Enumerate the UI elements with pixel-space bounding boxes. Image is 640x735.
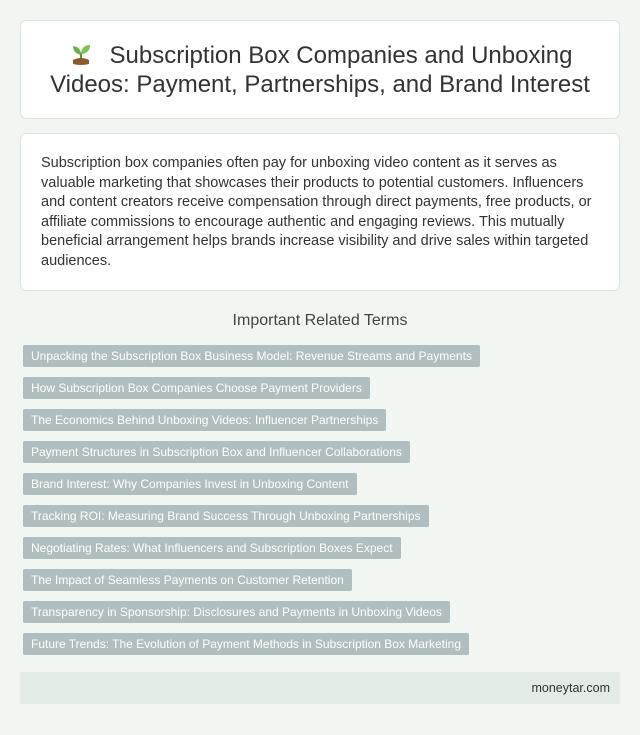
term-link[interactable]: Negotiating Rates: What Influencers and Subscription Boxes Expect: [23, 537, 401, 559]
footer-site-name: moneytar.com: [531, 681, 610, 695]
term-link[interactable]: Unpacking the Subscription Box Business Model: Revenue Streams and Payments: [23, 345, 480, 367]
related-terms-heading: Important Related Terms: [232, 312, 408, 329]
term-link[interactable]: Payment Structures in Subscription Box and Influencer Collaborations: [23, 441, 410, 463]
footer: [20, 672, 620, 704]
term-link[interactable]: The Impact of Seamless Payments on Customer Retention: [23, 569, 352, 591]
intro-paragraph: Subscription box companies often pay for unboxing video content as it serves as valuable marketing that showcases their products to potential customers. Influencers and content creators receive compensation through direct payments, free products, or affiliate commissions to encourage authentic and engaging reviews. This mutually beneficial arrangement helps brands increase visibility and drive sales within targeted audiences.: [41, 155, 592, 269]
term-link[interactable]: How Subscription Box Companies Choose Payment Providers: [23, 377, 370, 399]
term-link[interactable]: Brand Interest: Why Companies Invest in Unboxing Content: [23, 473, 357, 495]
term-link[interactable]: Future Trends: The Evolution of Payment Methods in Subscription Box Marketing: [23, 633, 469, 655]
related-terms-list: [23, 345, 623, 665]
title-text: Subscription Box Companies and Unboxing Videos: Payment, Partnerships, and Brand Interest: [50, 41, 590, 98]
sprout-icon: [68, 42, 94, 66]
term-link[interactable]: Tracking ROI: Measuring Brand Success Through Unboxing Partnerships: [23, 505, 429, 527]
term-link[interactable]: Transparency in Sponsorship: Disclosures and Payments in Unboxing Videos: [23, 601, 450, 623]
title-card: [20, 20, 620, 119]
term-link[interactable]: The Economics Behind Unboxing Videos: Influencer Partnerships: [23, 409, 386, 431]
intro-card: [20, 133, 620, 291]
page-title: [21, 41, 619, 99]
